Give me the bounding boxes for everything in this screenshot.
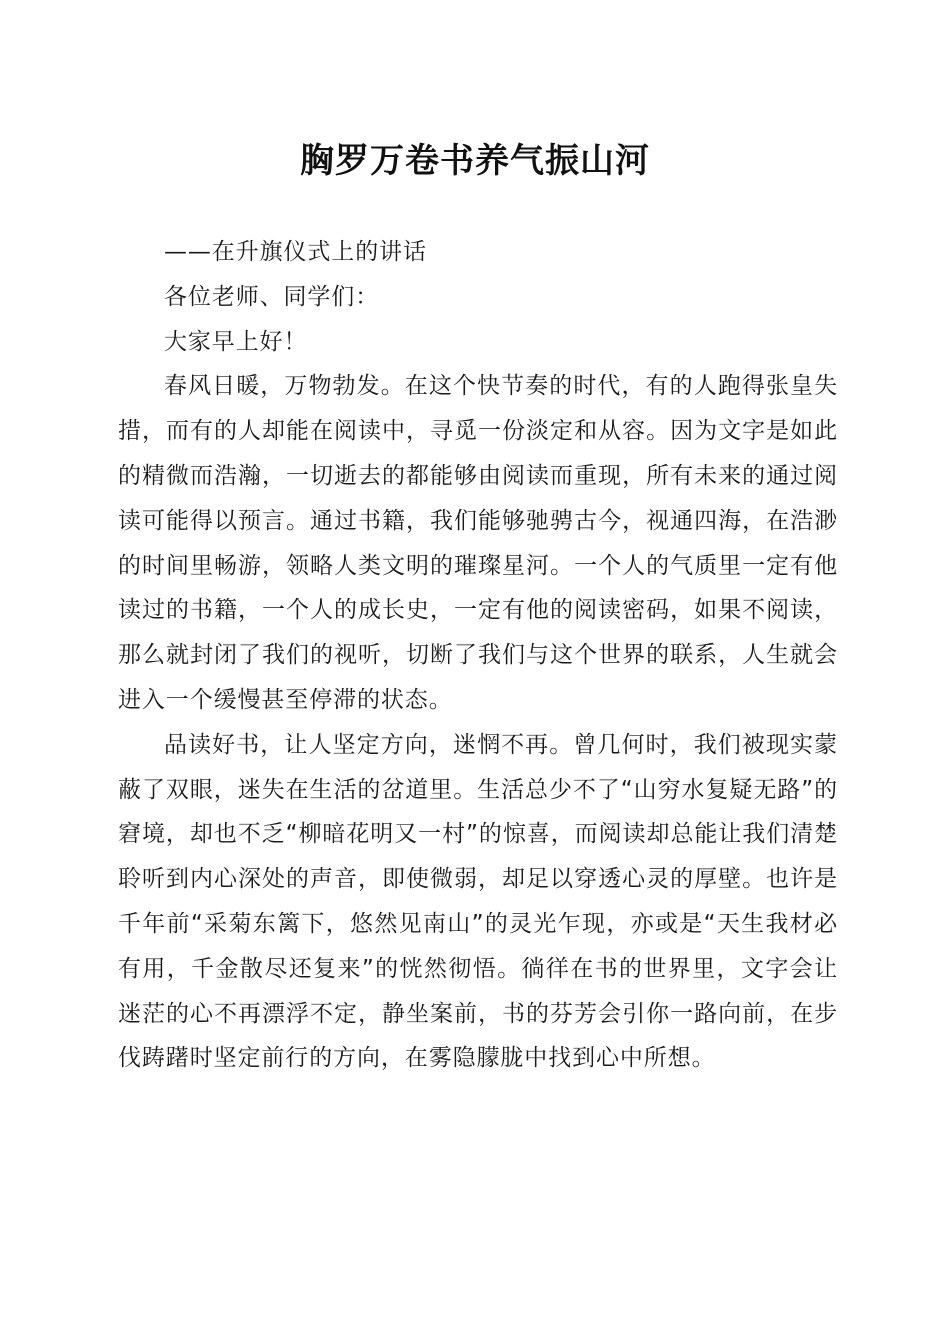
greeting: 大家早上好！ [164,328,308,355]
paragraph-2: 品读好书，让人坚定方向，迷惘不再。曾几何时，我们被现实蒙蔽了双眼，迷失在生活的岔道里。生活总少不了“山穷水复疑无路”的窘境，却也不乏“柳暗花明又一村”的惊喜，而阅读却总能让我们清楚聆听到内心深处的声音，即使微弱，却足以穿透心灵的厚壁。也许是千年前“采菊东篱下，悠然见南山”的灵光乍现，亦或是“天生我材必有用，千金散尽还复来”的恍然彻悟。徜徉在书的世界里，文字会让迷茫的心不再漂浮不定，静坐案前，书的芬芳会引你一路向前，在步伐踌躇时坚定前行的方向，在雾隐朦胧中找到心中所想。 [118,731,838,1072]
document-title: 胸罗万卷书养气振山河 [300,141,650,181]
paragraph-1: 春风日暖，万物勃发。在这个快节奏的时代，有的人跑得张皇失措，而有的人却能在阅读中，寻觅一份淡定和从容。因为文字是如此的精微而浩瀚，一切逝去的都能够由阅读而重现，所有未来的通过阅读可能得以预言。通过书籍，我们能够驰骋古今，视通四海，在浩渺的时间里畅游，领略人类文明的璀璨星河。一个人的气质里一定有他读过的书籍，一个人的成长史，一定有他的阅读密码，如果不阅读，那么就封闭了我们的视听，切断了我们与这个世界的联系，人生就会进入一个缓慢甚至停滞的状态。 [118,373,838,713]
salutation: 各位老师、同学们： [164,283,380,310]
speech-subtitle: ——在升旗仪式上的讲话 [164,239,427,265]
document-body [118,230,838,1081]
